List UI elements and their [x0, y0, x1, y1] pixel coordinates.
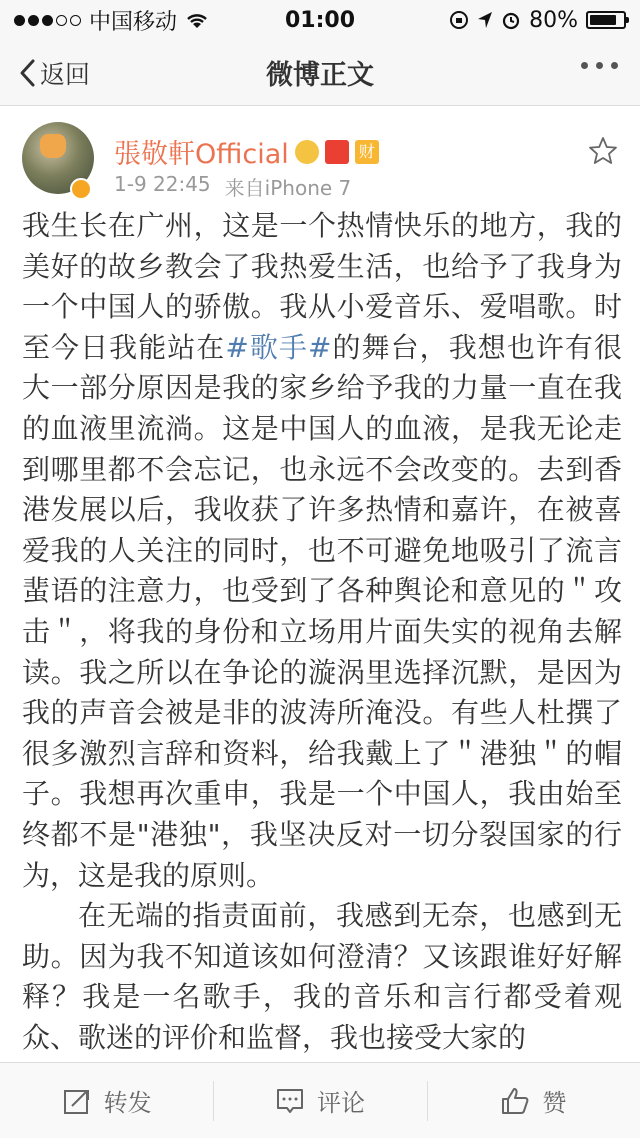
comment-icon	[275, 1086, 305, 1116]
post-meta	[114, 172, 351, 201]
battery-percent: 80%	[529, 7, 578, 33]
battery-fill	[590, 15, 616, 25]
page-title: 微博正文	[266, 60, 374, 91]
repost-button[interactable]	[0, 1063, 213, 1138]
chevron-left-icon	[18, 58, 36, 88]
repost-icon	[62, 1086, 92, 1116]
comment-button[interactable]	[213, 1063, 426, 1138]
status-time: 01:00	[284, 7, 356, 33]
status-left	[14, 5, 254, 36]
post-header	[0, 106, 640, 206]
signal-dot	[28, 15, 39, 26]
signal-dot	[56, 15, 67, 26]
post-time: 1-9 22:45	[114, 172, 211, 196]
nav-bar	[0, 40, 640, 106]
fortune-badge-icon[interactable]: 财	[355, 140, 379, 164]
signal-strength-icon	[14, 15, 81, 26]
battery-icon	[586, 11, 626, 29]
post-text: 在无端的指责面前，我感到无奈，也感到无助。因为我不知道该如何澄清？又该跟谁好好解释？我是一名歌手，我的音乐和言行都受着观众、歌迷的评价和监督，我也接受大家的	[22, 899, 622, 1054]
back-label: 返回	[40, 60, 91, 89]
thumbs-up-icon	[500, 1086, 530, 1116]
status-bar	[0, 0, 640, 40]
location-icon	[477, 11, 493, 29]
alarm-icon	[501, 10, 521, 30]
carrier-name: 中国移动	[89, 9, 178, 35]
post-paragraph	[22, 206, 622, 896]
more-dot-icon	[581, 62, 588, 69]
red-envelope-icon[interactable]	[325, 140, 349, 164]
signal-dot	[70, 15, 81, 26]
like-label: 赞	[542, 1089, 567, 1117]
topic-link[interactable]: #歌手#	[225, 330, 332, 364]
username[interactable]	[114, 132, 379, 171]
more-dot-icon	[596, 62, 603, 69]
signal-dot	[14, 15, 25, 26]
like-button[interactable]	[427, 1063, 640, 1138]
comment-label: 评论	[316, 1089, 365, 1117]
more-options-button[interactable]	[581, 62, 618, 69]
rotation-lock-icon	[449, 10, 469, 30]
post-text: 我生长在广州，这是一个热情快乐的地方，我的美好的故乡教会了我热爱生活，也给予了我身为一个中国人的骄傲。我从小爱音乐、爱唱歌。时至今日我能站在	[22, 209, 622, 364]
post-paragraph	[22, 896, 622, 1058]
verified-badge-icon	[70, 178, 92, 200]
bottom-toolbar	[0, 1062, 640, 1138]
member-crown-icon[interactable]	[295, 140, 319, 164]
cat-pendant-icon	[40, 134, 66, 158]
favorite-star-icon[interactable]	[588, 136, 618, 166]
post-text: 的舞台，我想也许有很大一部分原因是我的家乡给予我的力量一直在我的血液里流淌。这是中国人的血液，是我无论走到哪里都不会忘记，也永远不会改变的。去到香港发展以后，我收获了许多热情和嘉许，在被喜爱我的人关注的同时，也不可避免地吸引了流言蜚语的注意力，也受到了各种舆论和意见的＂攻击＂，将我的身份和立场用片面失实的视角去解读。我之所以在争论的漩涡里选择沉默，是因为我的声音会被是非的波涛所淹没。有些人杜撰了很多激烈言辞和资料，给我戴上了＂港独＂的帽子。我想再次重申，我是一个中国人，我由始至终都不是"港独"，我坚决反对一切分裂国家的行为，这是我的原则。	[22, 330, 622, 892]
username-text: 張敬軒Official	[114, 139, 289, 170]
repost-label: 转发	[103, 1089, 152, 1117]
post-source: 来自iPhone 7	[224, 176, 352, 200]
status-right	[386, 8, 626, 33]
post-body	[22, 206, 622, 1062]
back-button[interactable]	[18, 40, 90, 106]
more-dot-icon	[611, 62, 618, 69]
signal-dot	[42, 15, 53, 26]
wifi-icon	[185, 11, 209, 29]
